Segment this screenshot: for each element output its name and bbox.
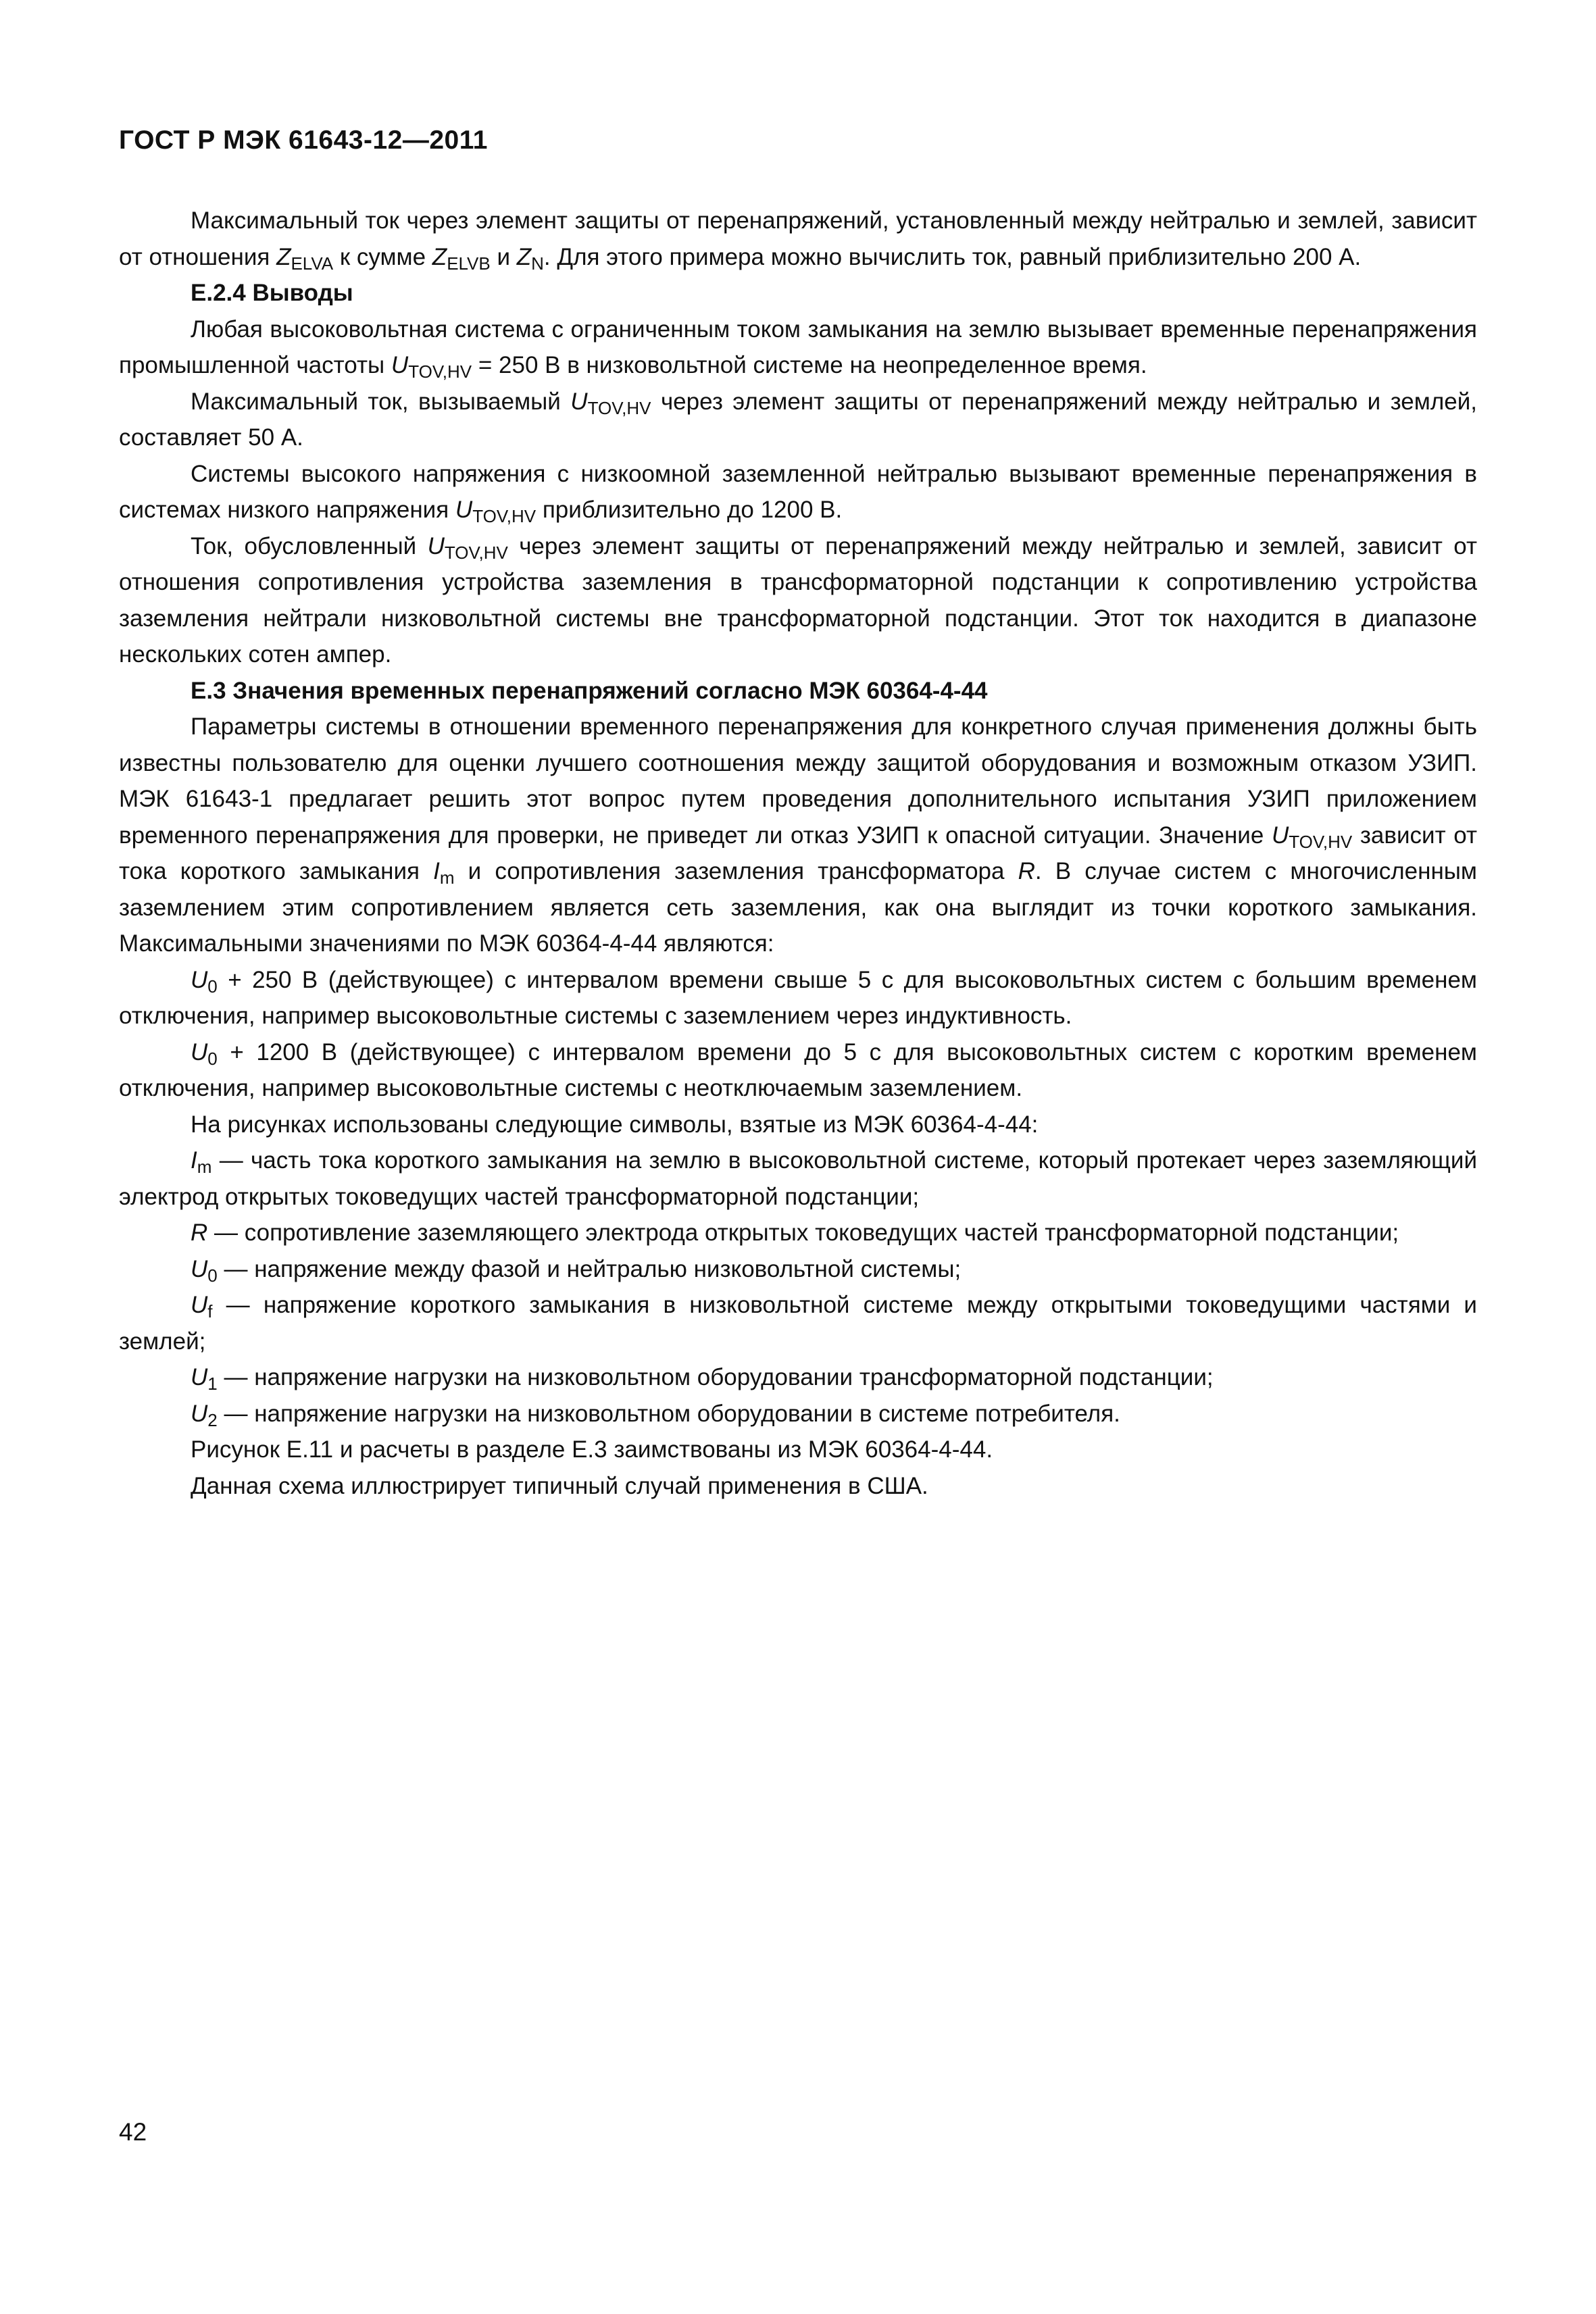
section-heading-e24: Е.2.4 Выводы xyxy=(191,280,353,306)
section-heading-e3: Е.3 Значения временных перенапряжений согласно МЭК 60364-4-44 xyxy=(191,677,988,704)
symbol-definition-u0: $U_0$ — напряжение между фазой и нейтралью низковольтной системы; xyxy=(191,1255,962,1286)
symbol-definition-r: R — сопротивление заземляющего электрода открытых токоведущих частей трансформаторной подстанции; xyxy=(191,1219,1399,1246)
paragraph-1: Максимальный ток через элемент защиты от перенапряжений, установленный между нейтралью и землей, зависит от отношения $Z_{ELVA}$ к сумме $Z_{ELVB}$ и $Z_N$. Для этого примера можно вычислить ток, равный приблизительно 200 А. xyxy=(119,207,1477,274)
paragraph-8: $U_0 + 1200$ В (действующее) с интервалом времени до 5 с для высоковольтных систем с коротким временем отключения, например высоковольтные системы с неотключаемым заземлением. xyxy=(119,1038,1477,1101)
symbol-definition-u2: $U_2$ — напряжение нагрузки на низковольтном оборудовании в системе потребителя. xyxy=(191,1400,1120,1430)
document-header: ГОСТ Р МЭК 61643-12—2011 xyxy=(119,126,488,155)
paragraph-5: Ток, обусловленный $U_{TOV,HV}$ через элемент защиты от перенапряжений между нейтралью и землей, зависит от отношения сопротивления устройства заземления в трансформаторной подстанции к сопротивлению устройства заземления нейтрали низковольтной системы вне трансформаторной подстанции. Этот ток находится в диапазоне нескольких сотен ампер. xyxy=(119,532,1478,668)
paragraph-3: Максимальный ток, вызываемый $U_{TOV,HV}$ через элемент защиты от перенапряжений между нейтралью и землей, составляет 50 А. xyxy=(119,388,1477,451)
paragraph-6: Параметры системы в отношении временного перенапряжения для конкретного случая применения должны быть известны пользователю для оценки лучшего соотношения между защитой оборудования и возможным отказом УЗИП. МЭК 61643-1 предлагает решить этот вопрос путем проведения дополнительного испытания УЗИП приложением временного перенапряжения для проверки, не приведет ли отказ УЗИП к опасной ситуации. Значение $U_{TOV,HV}$ зависит от тока короткого замыкания $I_m$ и сопротивления заземления трансформатора R. В случае систем с многочисленным заземлением этим сопротивлением является сеть заземления, как она выглядит из точки короткого замыкания. Максимальными значениями по МЭК 60364-4-44 являются: xyxy=(119,713,1477,957)
paragraph-7: $U_0 + 250$ В (действующее) с интервалом времени свыше 5 с для высоковольтных систем с большим временем отключения, например высоковольтные системы с заземлением через индуктивность. xyxy=(119,966,1477,1029)
document-body xyxy=(119,203,1477,1504)
symbol-definition-u1: $U_1$ — напряжение нагрузки на низковольтном оборудовании трансформаторной подстанции; xyxy=(191,1364,1214,1394)
paragraph-2: Любая высоковольтная система с ограниченным током замыкания на землю вызывает временные перенапряжения промышленной частоты $U_{TOV,HV} = 250$ В в низковольтной системе на неопределенное время. xyxy=(119,316,1477,382)
page-number: 42 xyxy=(119,2118,147,2146)
paragraph-4: Системы высокого напряжения с низкоомной заземленной нейтралью вызывают временные перенапряжения в системах низкого напряжения $U_{TOV,HV}$ приблизительно до 1200 В. xyxy=(119,460,1477,526)
paragraph-9: На рисунках использованы следующие символы, взятые из МЭК 60364-4-44: xyxy=(191,1111,1039,1138)
paragraph-16: Рисунок Е.11 и расчеты в разделе Е.3 заимствованы из МЭК 60364-4-44. xyxy=(191,1436,993,1463)
symbol-definition-uf: $U_f$ — напряжение короткого замыкания в низковольтной системе между открытыми токоведущими частями и землей; xyxy=(119,1292,1477,1355)
paragraph-17: Данная схема иллюстрирует типичный случай применения в США. xyxy=(191,1472,928,1499)
symbol-definition-im: $I_m$ — часть тока короткого замыкания на землю в высоковольтной системе, который протекает через заземляющий электрод открытых токоведущих частей трансформаторной подстанции; xyxy=(119,1147,1477,1210)
